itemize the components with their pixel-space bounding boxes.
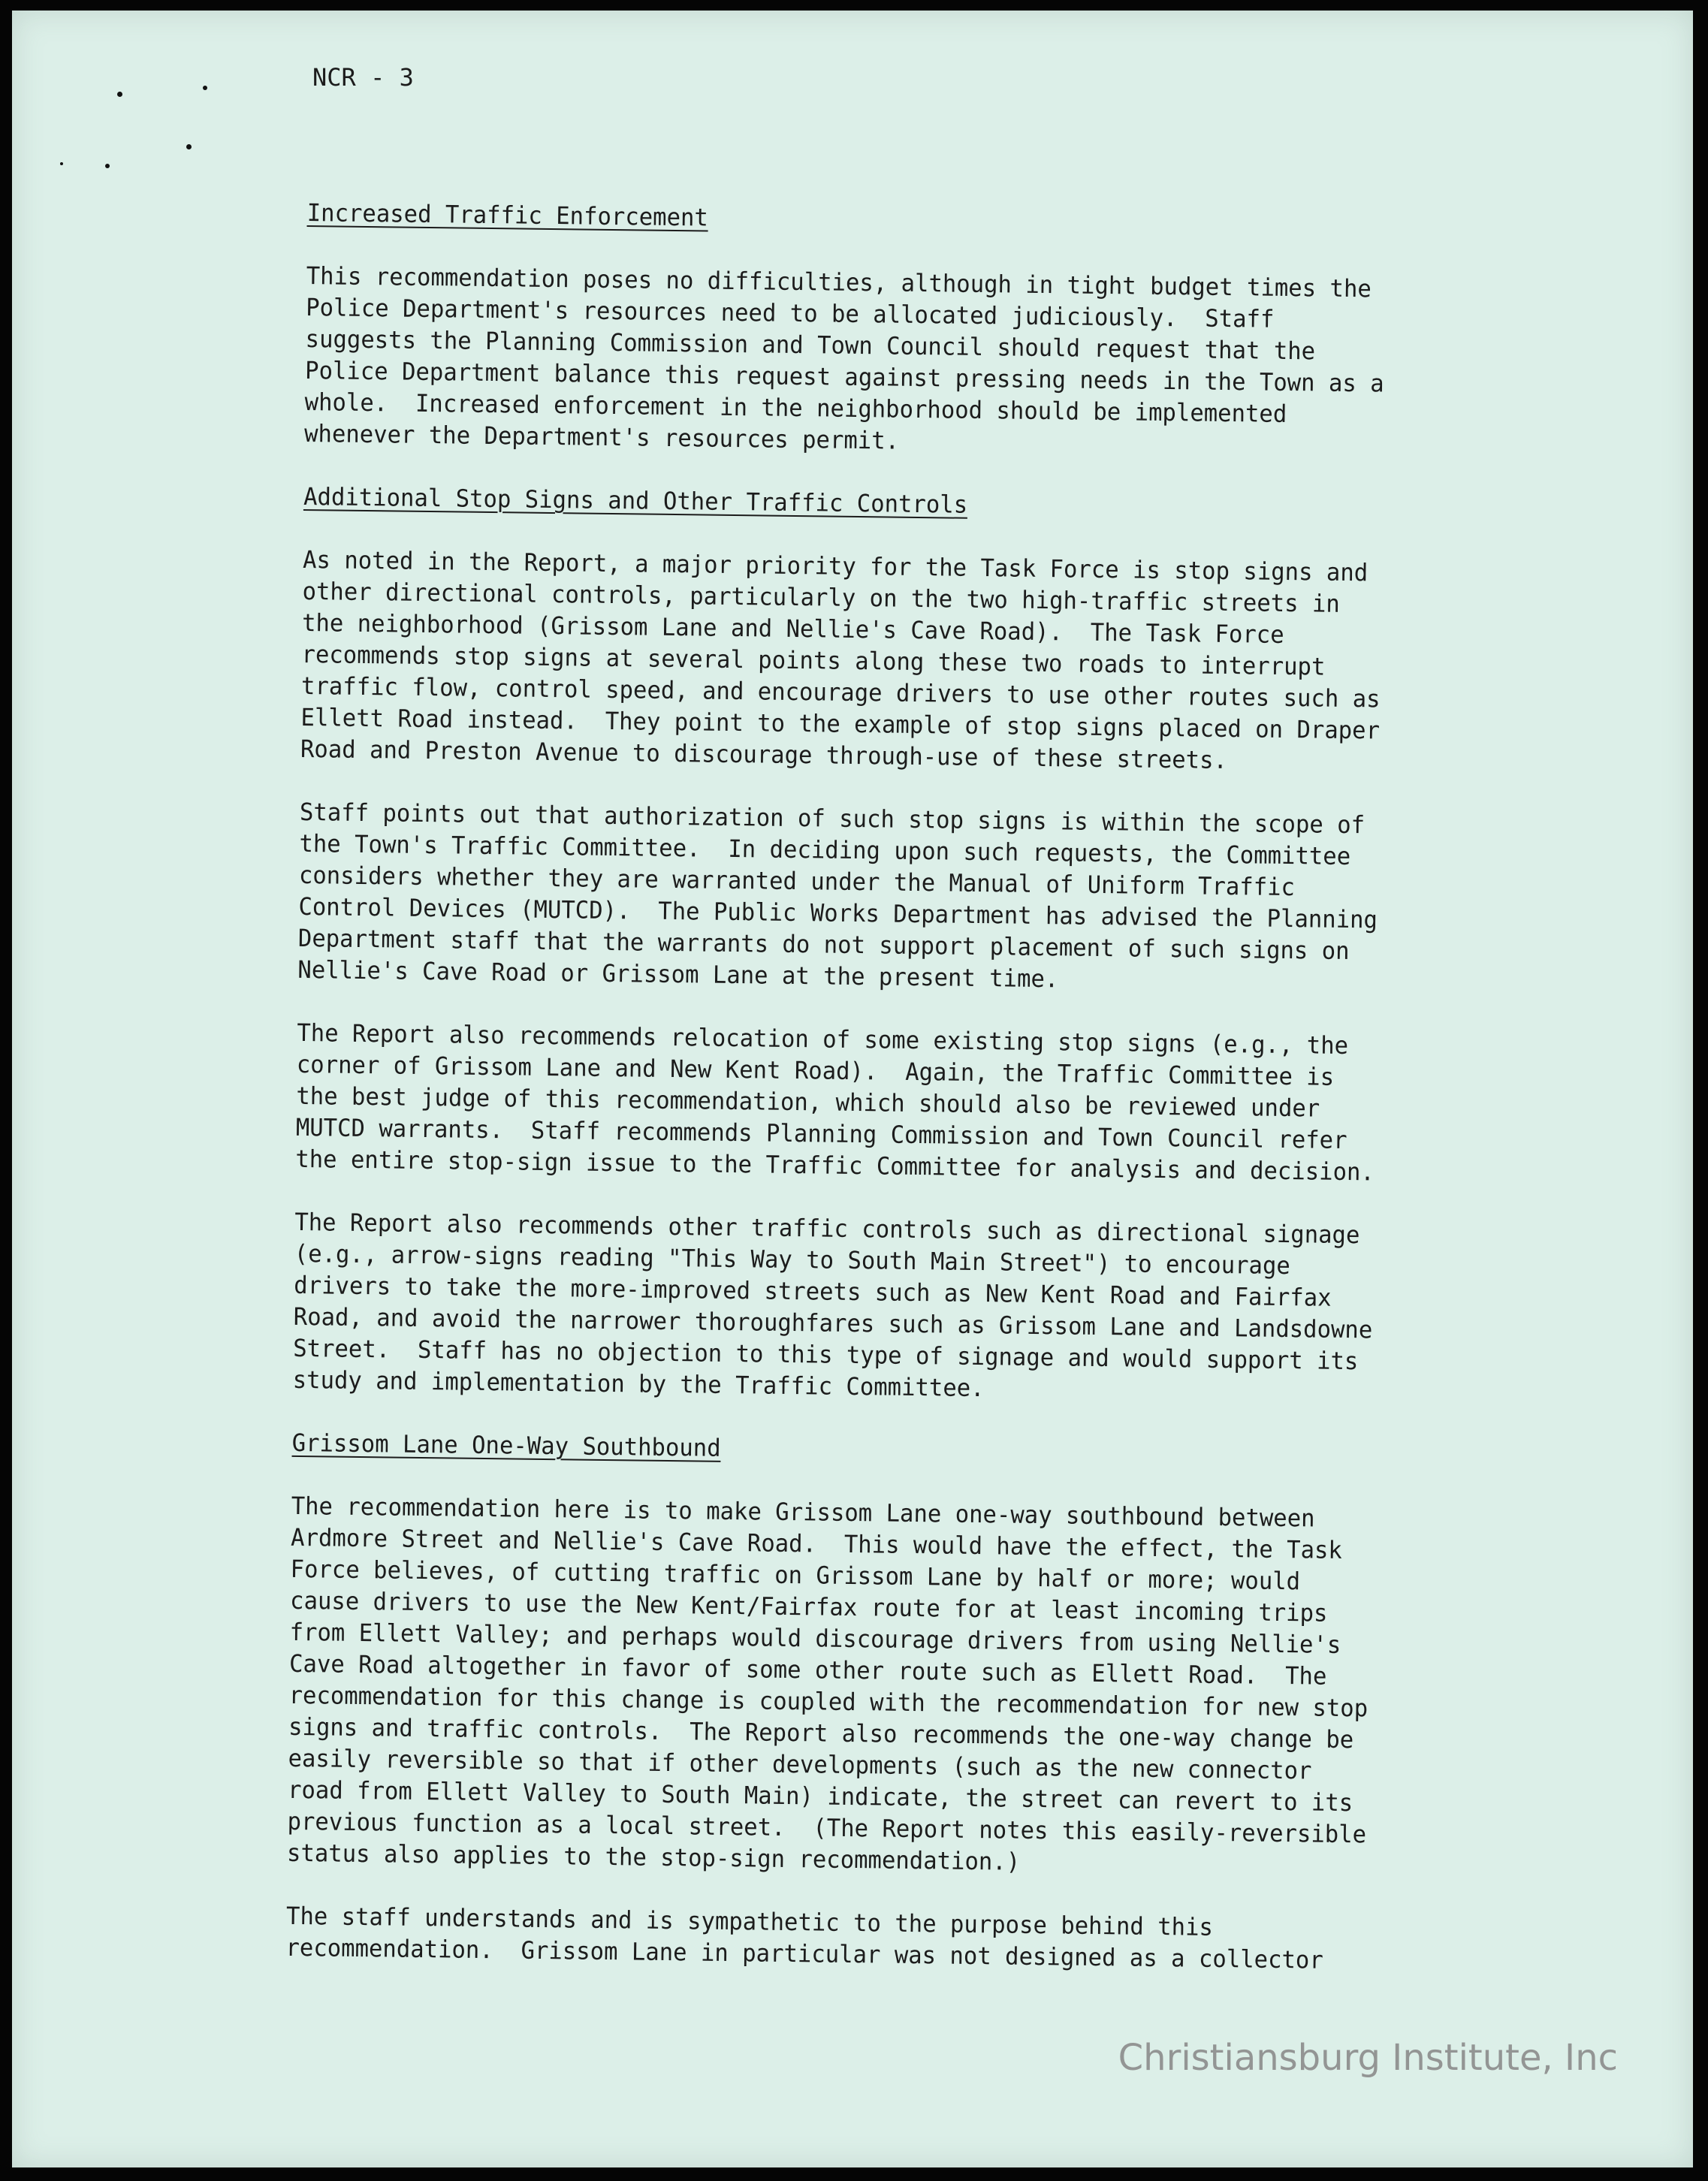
text-line: Police Department balance this request against pressing needs in the Town as a <box>304 355 1384 398</box>
text-line: study and implementation by the Traffic Committee. <box>292 1365 985 1403</box>
punch-mark <box>117 92 122 97</box>
text-line: Department staff that the warrants do not support placement of such signs on <box>297 923 1350 966</box>
text-line: previous function as a local street. (The Report notes this easily-reversible <box>287 1806 1367 1849</box>
text-line: The recommendation here is to make Grissom Lane one-way southbound between <box>291 1491 1315 1533</box>
text-line: easily reversible so that if other developments (such as the new connector <box>288 1743 1312 1785</box>
text-line: cause drivers to use the New Kent/Fairfax route for at least incoming trips <box>289 1585 1328 1627</box>
text-line: recommends stop signs at several points along these two roads to interrupt <box>301 639 1326 681</box>
text-line: status also applies to the stop-sign recommendation.) <box>286 1838 1021 1876</box>
text-line: Control Devices (MUTCD). The Public Works Department has advised the Planning <box>298 891 1378 934</box>
text-line: whole. Increased enforcement in the neighborhood should be implemented <box>304 387 1287 428</box>
text-line: the Town's Traffic Committee. In deciding upon such requests, the Committee <box>299 828 1351 871</box>
text-line: recommendation. Grissom Lane in particular was not designed as a collector <box>285 1932 1323 1974</box>
text-line: from Ellett Valley; and perhaps would discourage drivers from using Nellie's <box>289 1617 1341 1659</box>
text-line: Ardmore Street and Nellie's Cave Road. This would have the effect, the Task <box>290 1522 1343 1564</box>
text-line: whenever the Department's resources permit. <box>303 418 900 455</box>
text-line: the best judge of this recommendation, which should also be reviewed under <box>296 1081 1320 1123</box>
section-heading: Additional Stop Signs and Other Traffic Controls <box>303 481 968 519</box>
punch-mark <box>60 162 63 165</box>
text-line: MUTCD warrants. Staff recommends Planning Commission and Town Council refer <box>295 1112 1347 1155</box>
punch-mark <box>203 86 207 90</box>
text-line: the neighborhood (Grissom Lane and Nellie's Cave Road). The Task Force <box>301 608 1284 649</box>
page-number: NCR - 3 <box>312 63 414 92</box>
text-line: Street. Staff has no objection to this type of signage and would support its <box>293 1333 1359 1376</box>
document-body <box>285 197 1386 1976</box>
text-line: the entire stop-sign issue to the Traffic Committee for analysis and decision. <box>295 1144 1375 1187</box>
text-line: Road and Preston Avenue to discourage through-use of these streets. <box>300 734 1228 775</box>
text-line: corner of Grissom Lane and New Kent Road). Again, the Traffic Committee is <box>296 1049 1335 1091</box>
text-line: The Report also recommends relocation of some existing stop signs (e.g., the <box>297 1018 1349 1060</box>
text-line: Nellie's Cave Road or Grissom Lane at the present time. <box>297 955 1059 994</box>
text-line: Staff points out that authorization of such stop signs is within the scope of <box>299 797 1365 840</box>
text-line: (e.g., arrow-signs reading "This Way to South Main Street") to encourage <box>294 1238 1291 1281</box>
watermark: Christiansburg Institute, Inc <box>1118 2037 1618 2079</box>
text-line: signs and traffic controls. The Report also recommends the one-way change be <box>288 1712 1354 1754</box>
section-heading: Increased Traffic Enforcement <box>306 198 709 232</box>
text-line: This recommendation poses no difficulties, although in tight budget times the <box>306 261 1372 303</box>
text-line: traffic flow, control speed, and encourage drivers to use other routes such as <box>300 671 1381 713</box>
punch-mark <box>186 144 192 149</box>
text-line: The staff understands and is sympathetic to the purpose behind this <box>285 1901 1214 1941</box>
text-line: Police Department's resources need to be allocated judiciously. Staff <box>305 292 1275 333</box>
text-line: suggests the Planning Commission and Town Council should request that the <box>305 324 1316 366</box>
text-line: The Report also recommends other traffic controls such as directional signage <box>294 1207 1360 1250</box>
text-line: road from Ellett Valley to South Main) indicate, the street can revert to its <box>287 1775 1353 1818</box>
text-line: recommendation for this change is coupled with the recommendation for new stop <box>288 1680 1369 1723</box>
text-line: Force believes, of cutting traffic on Grissom Lane by half or more; would <box>290 1554 1301 1596</box>
text-line: other directional controls, particularly on the two high-traffic streets in <box>302 576 1341 618</box>
text-line: Road, and avoid the narrower thoroughfares such as Grissom Lane and Landsdowne <box>293 1302 1373 1344</box>
text-line: Cave Road altogether in favor of some other route such as Ellett Road. The <box>288 1649 1327 1691</box>
punch-mark <box>105 164 110 168</box>
document-page <box>12 11 1693 2167</box>
text-line: As noted in the Report, a major priority for the Task Force is stop signs and <box>302 544 1369 587</box>
section-heading: Grissom Lane One-Way Southbound <box>291 1428 721 1462</box>
text-line: Ellett Road instead. They point to the example of stop signs placed on Draper <box>300 702 1381 745</box>
text-line: drivers to take the more-improved streets such as New Kent Road and Fairfax <box>294 1270 1332 1312</box>
text-line: considers whether they are warranted under the Manual of Uniform Traffic <box>298 860 1296 902</box>
